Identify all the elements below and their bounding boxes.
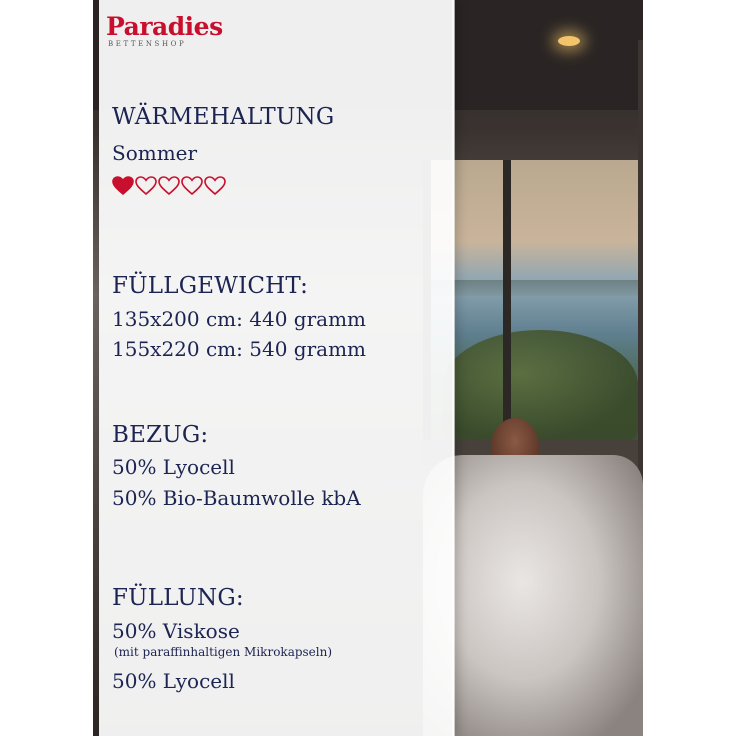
logo-tagline: BETTENSHOP	[108, 40, 187, 48]
warmth-rating	[112, 176, 226, 196]
bed-duvet	[423, 455, 643, 736]
warmth-heading: WÄRMEHALTUNG	[112, 104, 335, 130]
heart-outline-icon	[204, 176, 226, 196]
fill-weight-line-2: 155x220 cm: 540 gramm	[112, 337, 366, 361]
paradies-logo	[106, 10, 223, 62]
heart-outline-icon	[135, 176, 157, 196]
heart-outline-icon	[158, 176, 180, 196]
window-frame-middle	[503, 160, 511, 450]
heart-filled-icon	[112, 176, 134, 196]
sea-horizon	[423, 280, 638, 296]
cover-heading: BEZUG:	[112, 422, 209, 448]
trees	[443, 330, 638, 440]
filling-line-2: 50% Lyocell	[112, 669, 235, 693]
filling-heading: FÜLLUNG:	[112, 585, 244, 611]
cover-line-2: 50% Bio-Baumwolle kbA	[112, 486, 361, 510]
filling-note: (mit paraffinhaltigen Mikrokapseln)	[114, 645, 333, 659]
fill-weight-line-1: 135x200 cm: 440 gramm	[112, 307, 366, 331]
ceiling-lamp	[558, 36, 580, 46]
heart-outline-icon	[181, 176, 203, 196]
cover-line-1: 50% Lyocell	[112, 455, 235, 479]
filling-line-1: 50% Viskose	[112, 619, 240, 643]
warmth-value: Sommer	[112, 141, 198, 165]
logo-wordmark: Paradies	[106, 12, 223, 41]
wall-corner	[638, 40, 643, 540]
fill-weight-heading: FÜLLGEWICHT:	[112, 273, 309, 299]
panel-edge	[452, 0, 455, 736]
